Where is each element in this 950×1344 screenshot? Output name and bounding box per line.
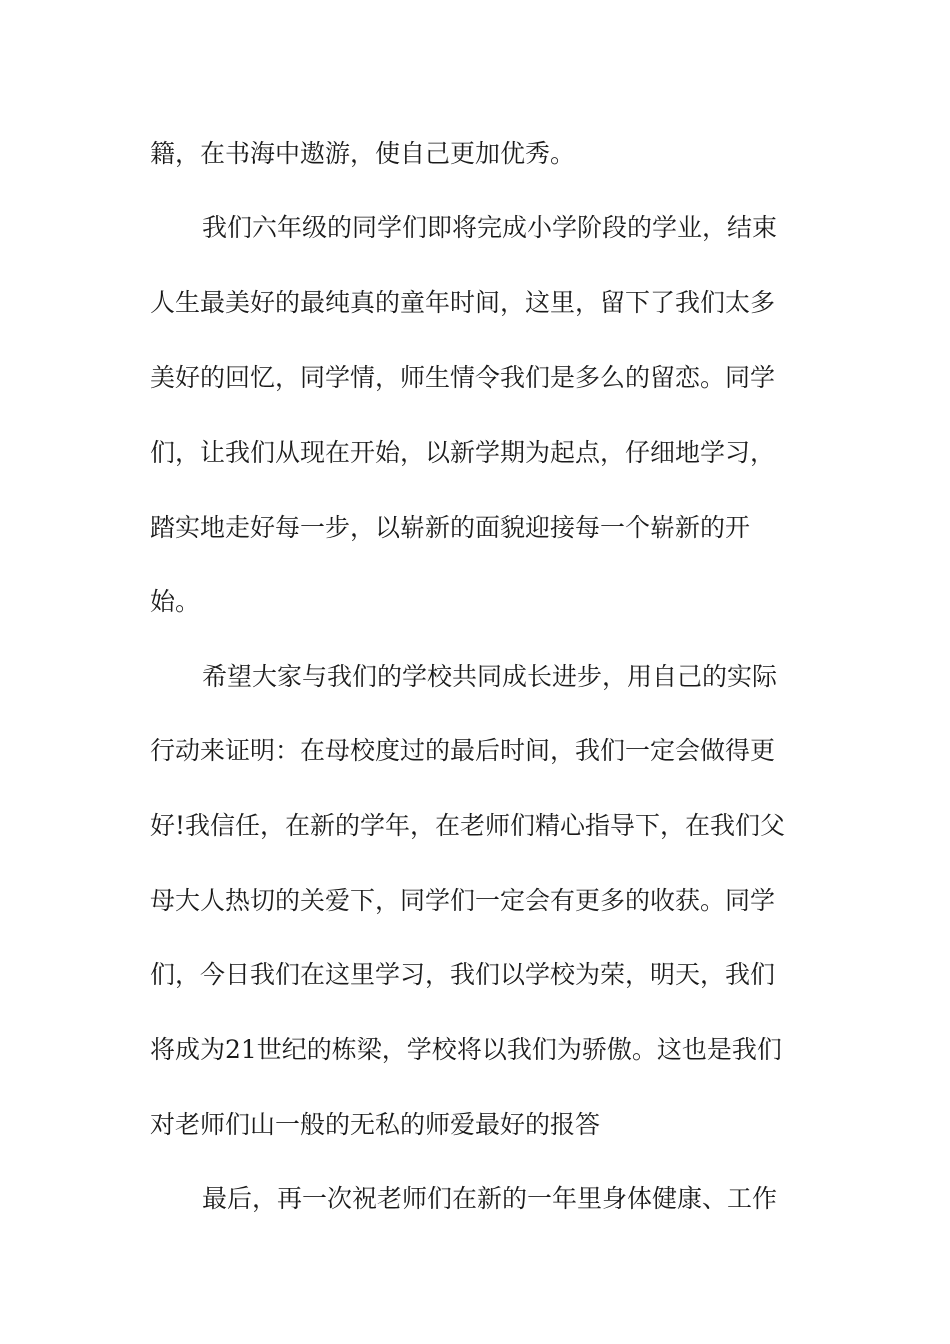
text-line: 踏实地走好每一步，以崭新的面貌迎接每一个崭新的开 — [150, 513, 751, 542]
text-line: 们，今日我们在这里学习，我们以学校为荣，明天，我们 — [150, 960, 776, 989]
text-line: 籍，在书海中遨游，使自己更加优秀。 — [150, 139, 576, 168]
paragraph-start-line: 最后，再一次祝老师们在新的一年里身体健康、工作 — [202, 1184, 778, 1213]
text-line: 对老师们山一般的无私的师爱最好的报答 — [150, 1110, 601, 1139]
text-line: 们，让我们从现在开始，以新学期为起点，仔细地学习， — [150, 438, 776, 467]
text-line: 好!我信任，在新的学年，在老师们精心指导下，在我们父 — [150, 811, 786, 840]
text-line: 始。 — [150, 587, 201, 616]
paragraph-start-line: 我们六年级的同学们即将完成小学阶段的学业，结束 — [202, 213, 778, 242]
text-line: 将成为21世纪的栋梁，学校将以我们为骄傲。这也是我们 — [150, 1035, 782, 1064]
text-line: 人生最美好的最纯真的童年时间，这里，留下了我们太多 — [150, 288, 776, 317]
text-line: 母大人热切的关爱下，同学们一定会有更多的收获。同学 — [150, 886, 776, 915]
text-line: 美好的回忆，同学情，师生情令我们是多么的留恋。同学 — [150, 363, 776, 392]
paragraph-start-line: 希望大家与我们的学校共同成长进步，用自己的实际 — [202, 662, 778, 691]
text-line: 行动来证明：在母校度过的最后时间，我们一定会做得更 — [150, 736, 776, 765]
